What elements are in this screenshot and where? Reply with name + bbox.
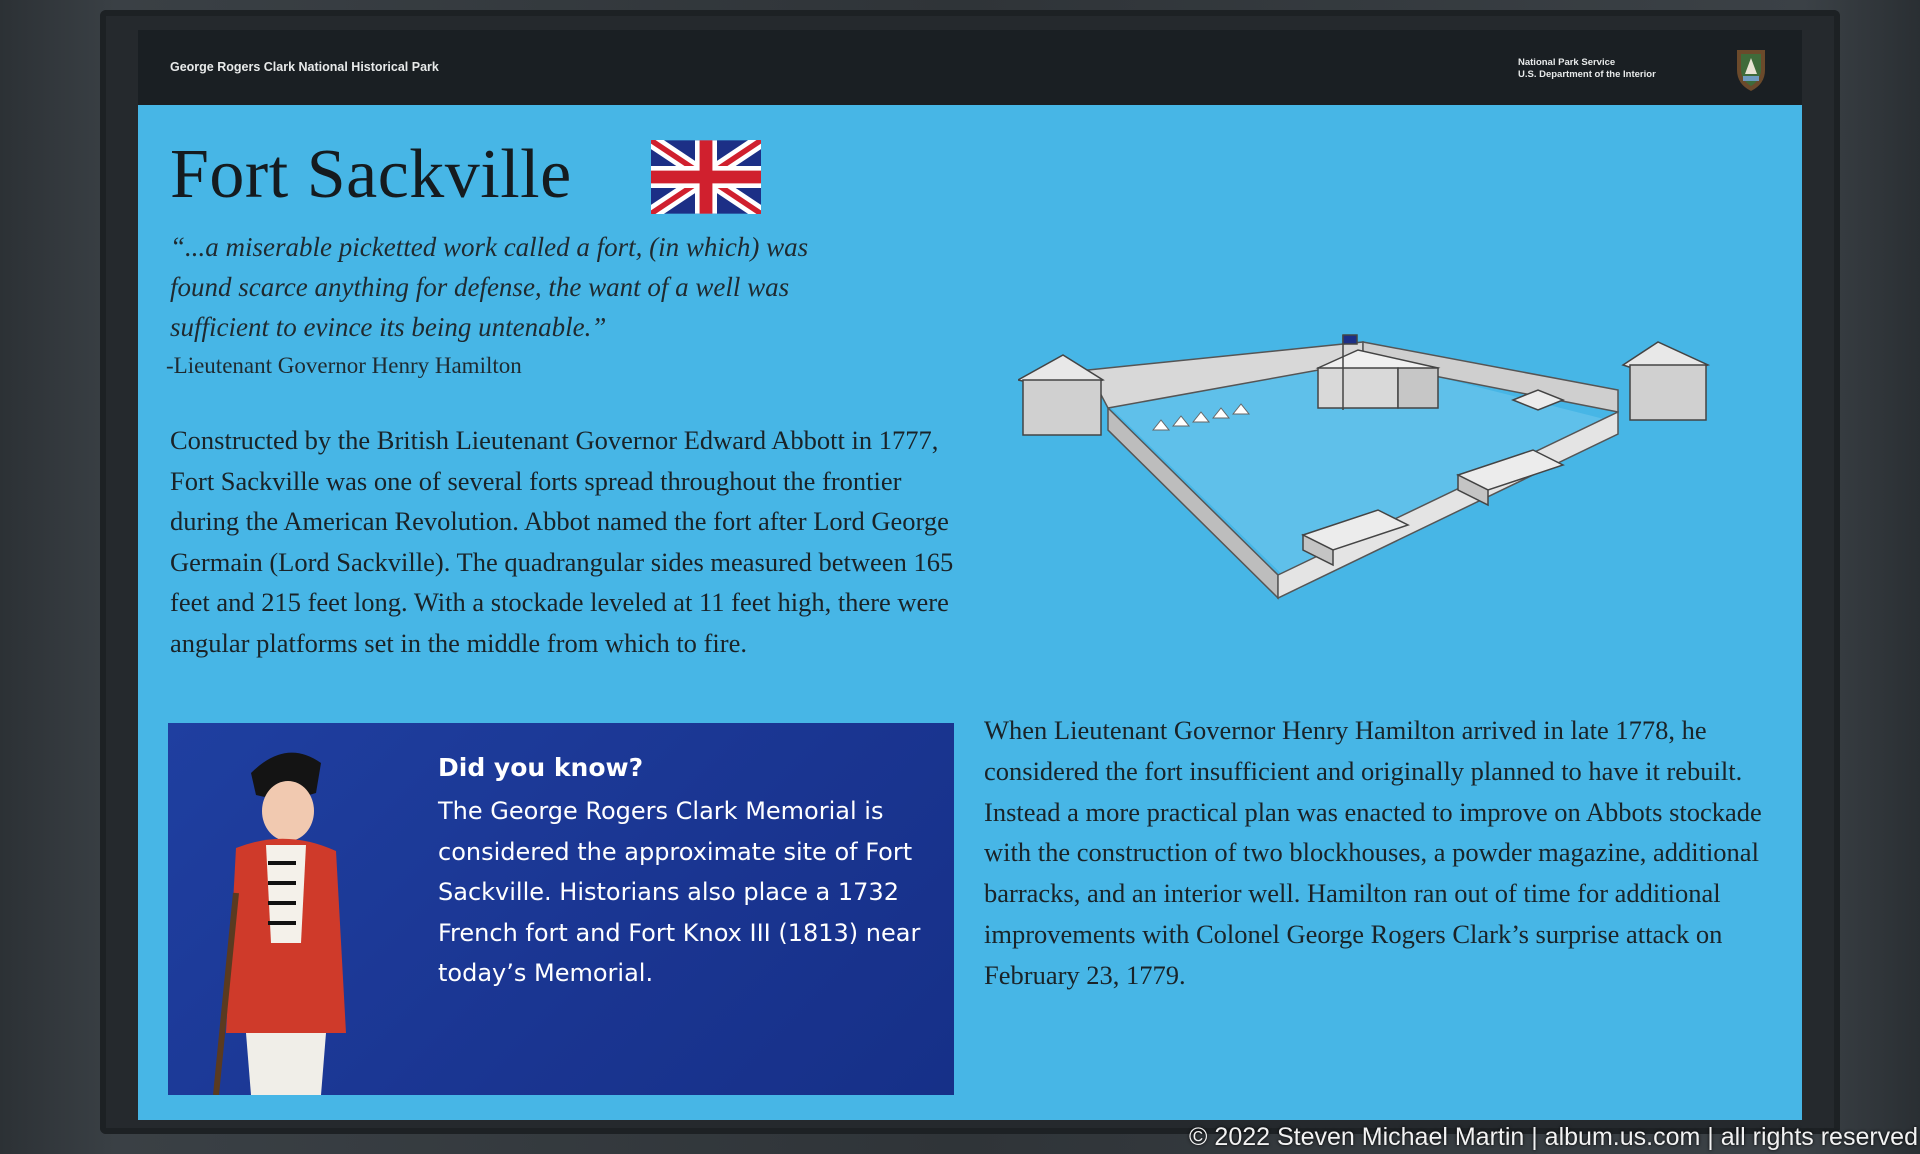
hamilton-quote: “...a miserable picketted work called a fort, (in which) was found scarce anything for defense, the want of a well was sufficient to evince its being untenable.” bbox=[170, 232, 809, 342]
sign-panel bbox=[138, 105, 1802, 1120]
sign-header bbox=[138, 30, 1802, 105]
body-text: Constructed by the British Lieutenant Governor Edward Abbott in 1777, Fort Sackville was one of several forts spread throughout the frontier during the American Revolution. Abbot named the fort after Lord George Germain (Lord Sackville). The quadrangular sides measured between 165 feet and 215 feet long. With a stockade leveled at 11 feet high, there were angular platforms set in the middle from which to fire. bbox=[170, 425, 954, 658]
agency-line-2: U.S. Department of the Interior bbox=[1518, 69, 1656, 80]
fort-illustration bbox=[1018, 330, 1778, 755]
nps-arrowhead-icon bbox=[1734, 48, 1768, 92]
did-you-know-body: The George Rogers Clark Memorial is considered the approximate site of Fort Sackville. Historians also place a 1732 French fort and Fort Knox III (1813) near today’s Memorial. bbox=[438, 797, 921, 987]
page-title: Fort Sackville bbox=[170, 136, 572, 213]
agency-line-1: National Park Service bbox=[1518, 57, 1616, 68]
hamilton-text: When Lieutenant Governor Henry Hamilton arrived in late 1778, he considered the fort insufficient and originally planned to have it rebuilt. Instead a more practical plan was enacted to improve on Abbots stockade with the construction of two blockhouses, a powder magazine, additional barracks, and an interior well. Hamilton ran out of time for additional improvements with Colonel George Rogers Clark’s surprise attack on February 23, 1779. bbox=[984, 715, 1762, 990]
did-you-know-title: Did you know? bbox=[438, 753, 644, 782]
agency-name bbox=[1518, 57, 1656, 81]
quote-attribution: -Lieutenant Governor Henry Hamilton bbox=[166, 353, 522, 378]
park-name: George Rogers Clark National Historical Park bbox=[170, 60, 439, 74]
did-you-know-box bbox=[168, 723, 954, 1095]
redcoat-soldier-illustration bbox=[196, 733, 376, 1095]
copyright-watermark: © 2022 Steven Michael Martin | album.us.com | all rights reserved bbox=[1189, 1123, 1918, 1151]
union-jack-flag bbox=[651, 140, 761, 214]
